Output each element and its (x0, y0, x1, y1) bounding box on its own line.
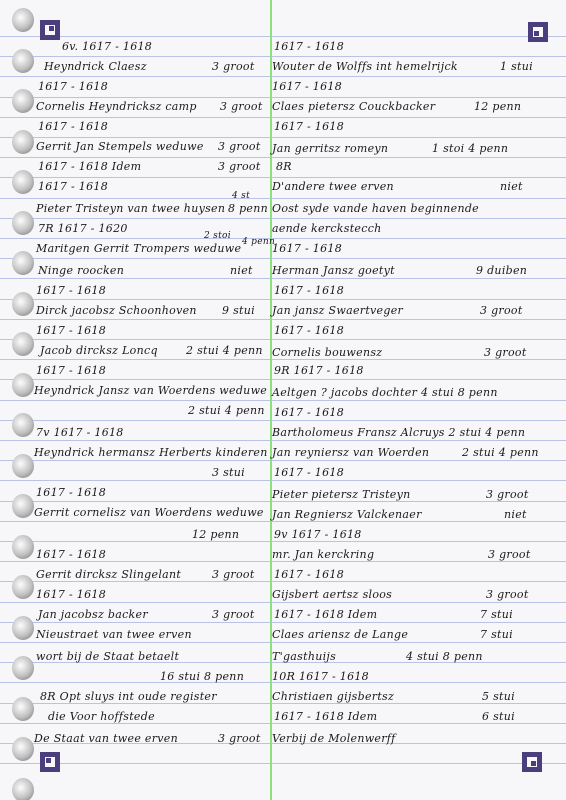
entry-amount: 12 penn (474, 100, 522, 113)
entry-year: 1617 - 1618 (274, 568, 344, 581)
entry-name: Verbij de Molenwerff (272, 732, 396, 745)
ruled-line (0, 339, 566, 340)
ruled-line (0, 420, 566, 421)
entry-amount: 3 groot (484, 346, 527, 359)
entry-amount: 16 stui 8 penn (160, 670, 245, 683)
entry-name: Herman Jansz goetyt (272, 264, 395, 277)
entry-year: 1617 - 1618 (36, 588, 106, 601)
folio-heading: 9R 1617 - 1618 (274, 364, 364, 377)
entry-name: Jan jacobsz backer (38, 608, 148, 621)
entry-name: Jan reyniersz van Woerden (272, 446, 430, 459)
entry-name: Gerrit Jan Stempels weduwe (36, 140, 204, 153)
corner-mark-bottom-right (522, 752, 542, 772)
entry-amount: 3 groot (212, 568, 255, 581)
ruled-line (0, 763, 566, 764)
entry-year: 1617 - 1618 (38, 120, 108, 133)
entry-name: Jacob dircksz Loncq (40, 344, 158, 357)
ruled-line (0, 642, 566, 643)
entry-name: Wouter de Wolffs int hemelrijck (272, 60, 458, 73)
ruled-line (0, 460, 566, 461)
entry-name: Ninge roocken (38, 264, 125, 277)
entry-amount: 7 stui (480, 608, 513, 621)
entry-name: Claes ariensz de Lange (272, 628, 409, 641)
binder-hole (12, 49, 34, 73)
entry-name: Pieter Tristeyn van twee huysen (36, 202, 226, 215)
entry-amount: niet (230, 264, 253, 277)
entry-amount: 4 st (232, 191, 251, 201)
entry-year: 1617 - 1618 (272, 80, 342, 93)
entry-amount: 9 stui (222, 304, 255, 317)
folio-heading: 9v 1617 - 1618 (274, 528, 362, 541)
entry-name: Heyndrick Jansz van Woerdens weduwe (34, 384, 268, 397)
ruled-line (0, 602, 566, 603)
ruled-line (0, 258, 566, 259)
ruled-line (0, 359, 566, 360)
entry-amount: 3 groot (218, 160, 261, 173)
entry-name: Bartholomeus Fransz Alcruys 2 stui 4 penn (272, 426, 526, 439)
entry-name: Nieustraet van twee erven (36, 628, 192, 641)
binder-hole (12, 656, 34, 680)
binder-hole (12, 778, 34, 800)
binder-hole (12, 130, 34, 154)
ruled-line (0, 299, 566, 300)
entry-name: Claes pietersz Couckbacker (272, 100, 436, 113)
ruled-line (0, 177, 566, 178)
entry-year: 1617 - 1618 (36, 284, 106, 297)
binder-hole (12, 373, 34, 397)
ruled-line (0, 581, 566, 582)
entry-amount: 5 stui (482, 690, 515, 703)
entry-amount: 6 stui (482, 710, 515, 723)
ruled-line (0, 541, 566, 542)
ruled-line (0, 218, 566, 219)
section-heading: Oost syde vande haven beginnende (272, 202, 479, 215)
ruled-line (0, 703, 566, 704)
ruled-line (0, 480, 566, 481)
binder-hole (12, 8, 34, 32)
entry-year: 1617 - 1618 Idem (274, 608, 378, 621)
entry-amount: 1 stoi 4 penn (432, 142, 509, 155)
entry-amount: 4 stui 8 penn (406, 650, 483, 663)
entry-amount: 2 stoi (204, 231, 231, 241)
binder-hole (12, 737, 34, 761)
binder-hole (12, 575, 34, 599)
binder-hole (12, 697, 34, 721)
entry-amount: 4 penn (242, 237, 276, 247)
entry-year: 1617 - 1618 (274, 40, 344, 53)
entry-name: Heyndrick hermansz Herberts kinderen (34, 446, 268, 459)
entry-year: 1617 - 1618 (38, 180, 108, 193)
entry-year: 1617 - 1618 (274, 324, 344, 337)
entry-name: Pieter pietersz Tristeyn (272, 488, 411, 501)
entry-amount: 3 groot (486, 488, 529, 501)
entry-amount: 3 groot (218, 732, 261, 745)
ruled-line (0, 521, 566, 522)
binder-hole (12, 535, 34, 559)
ruled-line (0, 137, 566, 138)
entry-amount: 2 stui 4 penn (186, 344, 263, 357)
entry-name: Gijsbert aertsz sloos (272, 588, 393, 601)
ruled-line (0, 36, 566, 37)
ruled-line (0, 440, 566, 441)
binder-hole (12, 413, 34, 437)
entry-name: D'andere twee erven (272, 180, 394, 193)
entry-name: Gerrit cornelisz van Woerdens weduwe (34, 506, 264, 519)
binder-hole (12, 292, 34, 316)
entry-year: 1617 - 1618 (36, 486, 106, 499)
ruled-line (0, 319, 566, 320)
entry-amount: 1 stui (500, 60, 533, 73)
entry-year: 1617 - 1618 (36, 364, 106, 377)
entry-name: Gerrit dircksz Slingelant (36, 568, 182, 581)
ruled-line (0, 117, 566, 118)
binder-hole (12, 170, 34, 194)
entry-amount: 9 duiben (476, 264, 528, 277)
entry-name: De Staat van twee erven (34, 732, 178, 745)
ruled-line (0, 561, 566, 562)
ruled-line (0, 501, 566, 502)
entry-amount: 3 groot (488, 548, 531, 561)
entry-amount: 3 groot (486, 588, 529, 601)
entry-name: T'gasthuijs (272, 650, 337, 663)
folio-heading: 6v. 1617 - 1618 (62, 40, 153, 53)
entry-name: mr. Jan kerckring (272, 548, 375, 561)
ruled-line (0, 97, 566, 98)
entry-name: wort bij de Staat betaelt (36, 650, 180, 663)
entry-name: Dirck jacobsz Schoonhoven (36, 304, 197, 317)
entry-amount: 12 penn (192, 528, 240, 541)
entry-name: Aeltgen ? jacobs dochter 4 stui 8 penn (272, 386, 498, 399)
entry-year: 1617 - 1618 (274, 284, 344, 297)
binder-hole (12, 494, 34, 518)
corner-mark-bottom-left (40, 752, 60, 772)
ruled-line (0, 723, 566, 724)
ruled-line (0, 76, 566, 77)
ruled-line (0, 400, 566, 401)
ruled-line (0, 157, 566, 158)
ruled-line (0, 198, 566, 199)
entry-year: 1617 - 1618 (274, 406, 344, 419)
entry-name: Christiaen gijsbertsz (272, 690, 395, 703)
entry-year: 1617 - 1618 (274, 466, 344, 479)
entry-name: Jan jansz Swaertveger (272, 304, 404, 317)
entry-amount: 7 stui (480, 628, 513, 641)
ruled-line (0, 238, 566, 239)
binder-hole (12, 89, 34, 113)
entry-amount: 2 stui 4 penn (462, 446, 539, 459)
section-heading: aende kerckstecch (272, 222, 382, 235)
ruled-line (0, 56, 566, 57)
folio-heading: 10R 1617 - 1618 (272, 670, 369, 683)
entry-amount: 3 groot (480, 304, 523, 317)
entry-name: Cornelis bouwensz (272, 346, 383, 359)
folio-heading: 8R Opt sluys int oude register (40, 690, 217, 703)
entry-name: Maritgen Gerrit Trompers weduwe (36, 242, 242, 255)
entry-year: 1617 - 1618 (272, 242, 342, 255)
folio-heading: 7v 1617 - 1618 (36, 426, 124, 439)
corner-mark-top-right (528, 22, 548, 42)
binder-hole (12, 211, 34, 235)
binder-hole (12, 616, 34, 640)
corner-mark-top-left (40, 20, 60, 40)
ruled-line (0, 379, 566, 380)
ruled-line (0, 278, 566, 279)
entry-year: 1617 - 1618 (36, 324, 106, 337)
entry-name: Jan gerritsz romeyn (272, 142, 389, 155)
entry-year: 1617 - 1618 (36, 548, 106, 561)
binder-hole (12, 332, 34, 356)
entry-amount: 3 groot (212, 60, 255, 73)
entry-year: 1617 - 1618 (274, 120, 344, 133)
folio-heading: 7R 1617 - 1620 (38, 222, 128, 235)
entry-amount: 3 groot (220, 100, 263, 113)
entry-amount: niet (504, 508, 527, 521)
entry-year: 1617 - 1618 Idem (274, 710, 378, 723)
entry-amount: 3 stui (212, 466, 245, 479)
entry-year: 1617 - 1618 (38, 80, 108, 93)
entry-name: Jan Regniersz Valckenaer (272, 508, 422, 521)
entry-amount: 3 groot (218, 140, 261, 153)
entry-name: Cornelis Heyndricksz camp (36, 100, 197, 113)
entry-amount: 8 penn (228, 202, 269, 215)
entry-name: die Voor hoffstede (48, 710, 155, 723)
binder-hole (12, 251, 34, 275)
entry-amount: 2 stui 4 penn (188, 404, 265, 417)
binder-hole (12, 454, 34, 478)
entry-amount: 3 groot (212, 608, 255, 621)
entry-amount: niet (500, 180, 523, 193)
entry-year: 1617 - 1618 Idem (38, 160, 142, 173)
ruled-line (0, 622, 566, 623)
folio-heading: 8R (276, 160, 292, 173)
entry-name: Heyndrick Claesz (44, 60, 147, 73)
